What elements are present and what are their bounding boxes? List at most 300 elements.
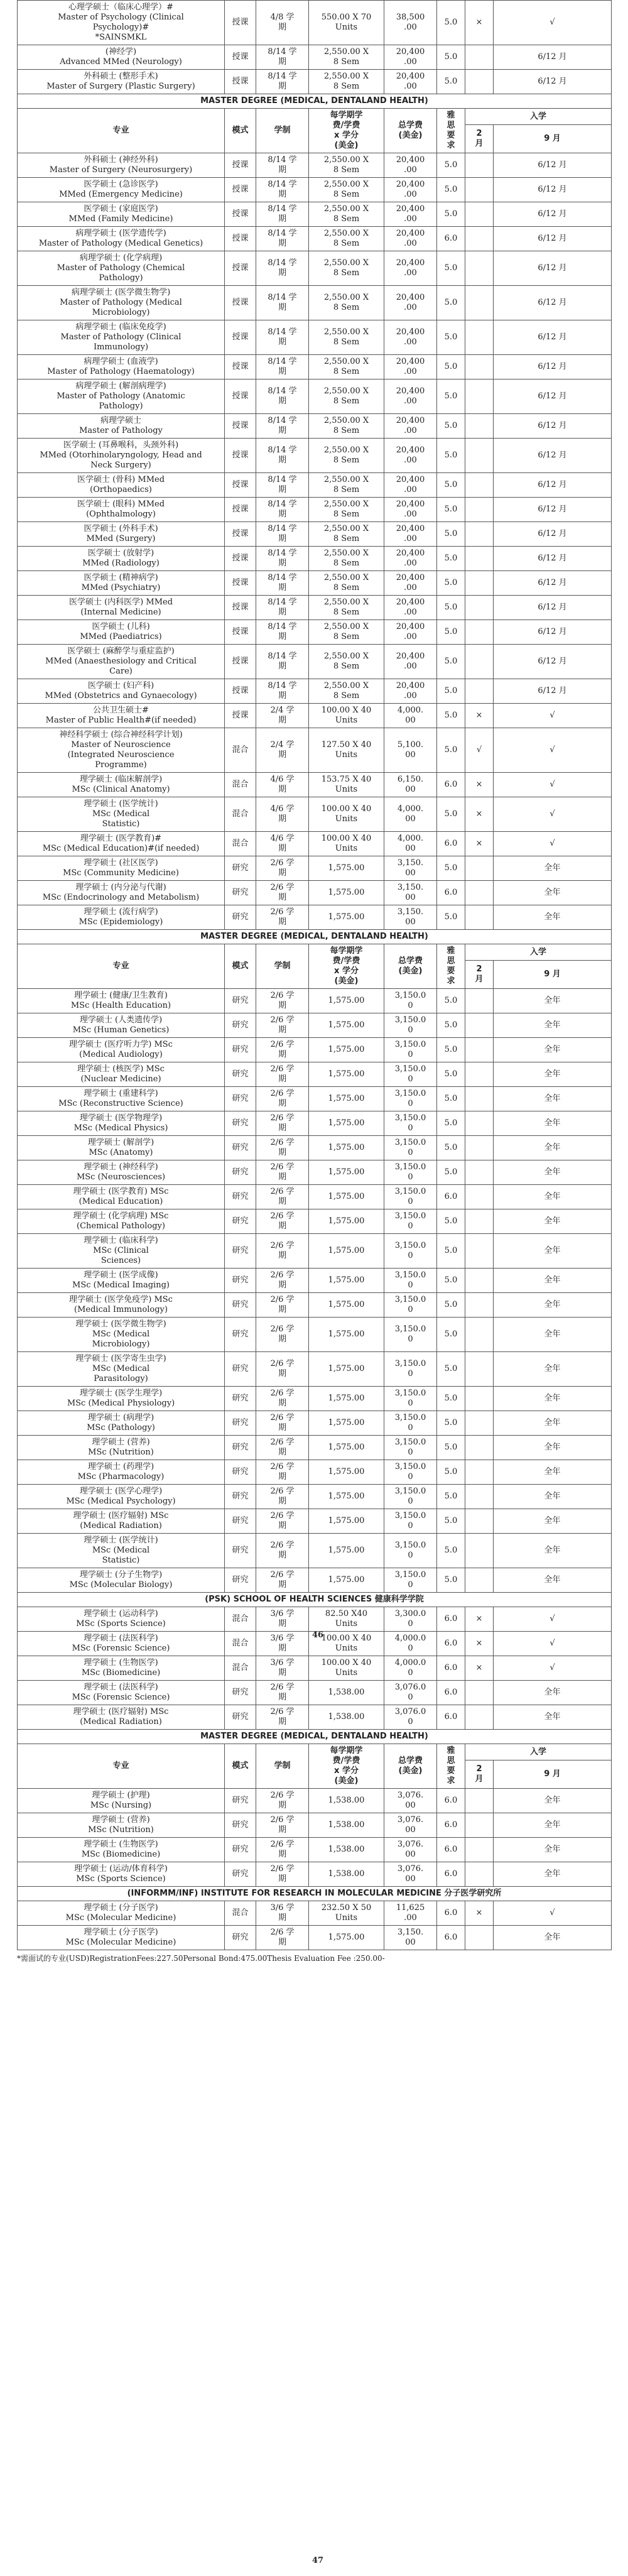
intake-sep: 全年	[494, 1534, 612, 1568]
table-row	[18, 704, 612, 728]
total-fee: 20,400 .00	[384, 414, 437, 439]
program-name: 医学硕士 (骨科) MMed (Orthopaedics)	[18, 473, 225, 498]
ielts-requirement: 5.0	[437, 728, 465, 773]
program-name: 理学硕士 (流行病学) MSc (Epidemiology)	[18, 905, 225, 930]
study-mode: 混合	[225, 728, 256, 773]
intake-feb	[465, 1862, 494, 1887]
intake-feb	[465, 645, 494, 679]
footnote: *需面试的专业(USD)RegistrationFees:227.50Personal Bond:475.00Thesis Evaluation Fee :250.00-	[17, 1954, 385, 1963]
header-ielts: 雅 思 要 求	[437, 109, 465, 153]
ielts-requirement: 5.0	[437, 645, 465, 679]
study-mode: 授课	[225, 227, 256, 251]
program-name: 外科硕士 (神经外科) Master of Surgery (Neurosurgery)	[18, 153, 225, 178]
duration: 8/14 学 期	[256, 355, 309, 379]
total-fee: 20,400 .00	[384, 547, 437, 571]
intake-feb	[465, 473, 494, 498]
study-mode: 研究	[225, 1136, 256, 1160]
program-name: 理学硕士 (分子医学) MSc (Molecular Medicine)	[18, 1901, 225, 1926]
fee-per-semester: 100.00 X 40 Units	[309, 1656, 384, 1681]
intake-sep: 6/12 月	[494, 679, 612, 704]
table-row	[18, 1111, 612, 1136]
total-fee: 3,076. 00	[384, 1789, 437, 1813]
study-mode: 混合	[225, 1901, 256, 1926]
intake-feb	[465, 1681, 494, 1705]
column-header-row	[18, 1744, 612, 1760]
ielts-requirement: 5.0	[437, 1062, 465, 1087]
duration: 2/6 学 期	[256, 1534, 309, 1568]
intake-sep: 6/12 月	[494, 498, 612, 522]
table-row	[18, 1185, 612, 1209]
duration: 2/6 学 期	[256, 1926, 309, 1950]
ielts-requirement: 5.0	[437, 414, 465, 439]
intake-feb	[465, 856, 494, 881]
duration: 8/14 学 期	[256, 286, 309, 320]
study-mode: 授课	[225, 45, 256, 70]
fee-per-semester: 100.00 X 40 Units	[309, 797, 384, 832]
study-mode: 授课	[225, 498, 256, 522]
study-mode: 授课	[225, 571, 256, 596]
fee-per-semester: 1,575.00	[309, 1509, 384, 1534]
fee-per-semester: 1,538.00	[309, 1705, 384, 1730]
intake-sep: 6/12 月	[494, 251, 612, 286]
ielts-requirement: 5.0	[437, 45, 465, 70]
total-fee: 3,150.0 0	[384, 1185, 437, 1209]
fee-per-semester: 1,575.00	[309, 1062, 384, 1087]
duration: 8/14 学 期	[256, 379, 309, 414]
duration: 2/6 学 期	[256, 1485, 309, 1509]
total-fee: 3,150.0 0	[384, 1293, 437, 1318]
intake-sep: √	[494, 773, 612, 797]
study-mode: 授课	[225, 320, 256, 355]
table-row	[18, 45, 612, 70]
ielts-requirement: 6.0	[437, 1681, 465, 1705]
fee-per-semester: 2,550.00 X 8 Sem	[309, 414, 384, 439]
program-name: 理学硕士 (营养) MSc (Nutrition)	[18, 1436, 225, 1460]
study-mode: 授课	[225, 522, 256, 547]
duration: 3/6 学 期	[256, 1607, 309, 1632]
intake-feb	[465, 355, 494, 379]
duration: 8/14 学 期	[256, 178, 309, 202]
intake-sep: 全年	[494, 1062, 612, 1087]
table-row	[18, 1789, 612, 1813]
section-title-row	[18, 1730, 612, 1744]
intake-feb	[465, 1705, 494, 1730]
intake-sep: 全年	[494, 1209, 612, 1234]
table-row	[18, 379, 612, 414]
intake-sep: √	[494, 1656, 612, 1681]
intake-feb	[465, 320, 494, 355]
fee-per-semester: 1,575.00	[309, 1234, 384, 1269]
program-name: (神经学) Advanced MMed (Neurology)	[18, 45, 225, 70]
section-title: MASTER DEGREE (MEDICAL, DENTALAND HEALTH)	[18, 94, 612, 109]
intake-sep: 全年	[494, 1293, 612, 1318]
table-row	[18, 1234, 612, 1269]
total-fee: 3,300.0 0	[384, 1607, 437, 1632]
fee-per-semester: 1,575.00	[309, 856, 384, 881]
intake-feb	[465, 414, 494, 439]
total-fee: 20,400 .00	[384, 227, 437, 251]
fee-per-semester: 1,575.00	[309, 1209, 384, 1234]
total-fee: 20,400 .00	[384, 473, 437, 498]
intake-sep: 全年	[494, 1136, 612, 1160]
program-name: 医学硕士 (妇产科) MMed (Obstetrics and Gynaecology)	[18, 679, 225, 704]
ielts-requirement: 5.0	[437, 473, 465, 498]
intake-sep: 全年	[494, 1681, 612, 1705]
total-fee: 3,150.0 0	[384, 1062, 437, 1087]
intake-sep: 全年	[494, 1160, 612, 1185]
page-number: 47	[312, 2556, 324, 2565]
ielts-requirement: 6.0	[437, 1813, 465, 1838]
total-fee: 4,000. 00	[384, 704, 437, 728]
intake-sep: 全年	[494, 1269, 612, 1293]
total-fee: 20,400 .00	[384, 320, 437, 355]
fee-per-semester: 1,575.00	[309, 1111, 384, 1136]
program-name: 理学硕士 (社区医学) MSc (Community Medicine)	[18, 856, 225, 881]
intake-feb	[465, 1436, 494, 1460]
intake-feb: ×	[465, 1656, 494, 1681]
program-name: 医学硕士 (家庭医学) MMed (Family Medicine)	[18, 202, 225, 227]
intake-feb	[465, 1568, 494, 1593]
program-name: 病理学硕士 (解剖病理学) Master of Pathology (Anatomic Pathology)	[18, 379, 225, 414]
duration: 2/6 学 期	[256, 1789, 309, 1813]
table-row	[18, 1013, 612, 1038]
header-fee-per-semester: 每学期学 费/学费 x 学分 (美金)	[309, 1744, 384, 1789]
total-fee: 3,076. 00	[384, 1813, 437, 1838]
section-title-row	[18, 94, 612, 109]
header-total-fee: 总学费 (美金)	[384, 944, 437, 989]
intake-sep: √	[494, 1607, 612, 1632]
program-name: 理学硕士 (药理学) MSc (Pharmacology)	[18, 1460, 225, 1485]
table-row	[18, 251, 612, 286]
intake-feb	[465, 1209, 494, 1234]
program-name: 医学硕士 (放射学) MMed (Radiology)	[18, 547, 225, 571]
fee-table	[17, 0, 612, 1950]
ielts-requirement: 5.0	[437, 251, 465, 286]
intake-feb: ×	[465, 832, 494, 856]
header-intake: 入学	[465, 944, 612, 961]
ielts-requirement: 5.0	[437, 679, 465, 704]
header-mode: 模式	[225, 944, 256, 989]
ielts-requirement: 5.0	[437, 620, 465, 645]
fee-per-semester: 1,575.00	[309, 1926, 384, 1950]
intake-feb	[465, 1352, 494, 1387]
program-name: 理学硕士 (医学寄生虫学) MSc (Medical Parasitology)	[18, 1352, 225, 1387]
fee-per-semester: 1,575.00	[309, 1460, 384, 1485]
intake-feb: ×	[465, 1, 494, 45]
header-program: 专业	[18, 109, 225, 153]
study-mode: 授课	[225, 379, 256, 414]
program-name: 理学硕士 (医疗听力学) MSc (Medical Audiology)	[18, 1038, 225, 1062]
header-duration: 学制	[256, 109, 309, 153]
ielts-requirement: 6.0	[437, 1656, 465, 1681]
fee-per-semester: 100.00 X 40 Units	[309, 832, 384, 856]
program-name: 病理学硕士 (临床免疫学) Master of Pathology (Clinical Immunology)	[18, 320, 225, 355]
study-mode: 研究	[225, 1062, 256, 1087]
total-fee: 3,150.0 0	[384, 1387, 437, 1411]
intake-sep: 6/12 月	[494, 379, 612, 414]
intake-sep: 6/12 月	[494, 645, 612, 679]
intake-feb	[465, 70, 494, 94]
table-row	[18, 1136, 612, 1160]
fee-per-semester: 153.75 X 40 Units	[309, 773, 384, 797]
duration: 8/14 学 期	[256, 596, 309, 620]
intake-feb: ×	[465, 773, 494, 797]
header-intake-sep: 9 月	[494, 125, 612, 153]
ielts-requirement: 5.0	[437, 1568, 465, 1593]
study-mode: 研究	[225, 905, 256, 930]
intake-sep: 全年	[494, 1485, 612, 1509]
duration: 2/6 学 期	[256, 1136, 309, 1160]
table-row	[18, 70, 612, 94]
column-header-row	[18, 109, 612, 125]
program-name: 心理学硕士（临床心理学）# Master of Psychology (Clinical Psychology)# *SAINSMKL	[18, 1, 225, 45]
duration: 8/14 学 期	[256, 498, 309, 522]
ielts-requirement: 6.0	[437, 1838, 465, 1862]
study-mode: 研究	[225, 1460, 256, 1485]
table-row	[18, 1568, 612, 1593]
intake-feb	[465, 1534, 494, 1568]
study-mode: 研究	[225, 989, 256, 1013]
study-mode: 研究	[225, 1436, 256, 1460]
program-name: 理学硕士 (分子医学) MSc (Molecular Medicine)	[18, 1926, 225, 1950]
ielts-requirement: 5.0	[437, 202, 465, 227]
ielts-requirement: 5.0	[437, 1318, 465, 1352]
intake-sep: 全年	[494, 1838, 612, 1862]
fee-per-semester: 1,575.00	[309, 1534, 384, 1568]
intake-sep: 全年	[494, 1038, 612, 1062]
duration: 2/4 学 期	[256, 728, 309, 773]
ielts-requirement: 5.0	[437, 70, 465, 94]
header-intake-sep: 9 月	[494, 961, 612, 989]
total-fee: 3,150. 00	[384, 905, 437, 930]
ielts-requirement: 5.0	[437, 1111, 465, 1136]
program-name: 理学硕士 (医学微生物学) MSc (Medical Microbiology)	[18, 1318, 225, 1352]
section-title: MASTER DEGREE (MEDICAL, DENTALAND HEALTH)	[18, 930, 612, 944]
total-fee: 4,000.0 0	[384, 1656, 437, 1681]
fee-per-semester: 1,575.00	[309, 1160, 384, 1185]
program-name: 病理学硕士 Master of Pathology	[18, 414, 225, 439]
fee-per-semester: 2,550.00 X 8 Sem	[309, 522, 384, 547]
study-mode: 研究	[225, 1038, 256, 1062]
total-fee: 6,150. 00	[384, 773, 437, 797]
header-program: 专业	[18, 944, 225, 989]
duration: 8/14 学 期	[256, 70, 309, 94]
table-row	[18, 1, 612, 45]
duration: 2/6 学 期	[256, 1062, 309, 1087]
intake-feb	[465, 596, 494, 620]
total-fee: 20,400 .00	[384, 645, 437, 679]
ielts-requirement: 6.0	[437, 1185, 465, 1209]
program-name: 医学硕士 (急诊医学) MMed (Emergency Medicine)	[18, 178, 225, 202]
table-row	[18, 856, 612, 881]
duration: 8/14 学 期	[256, 227, 309, 251]
table-row	[18, 1038, 612, 1062]
program-name: 理学硕士 (化学病理) MSc (Chemical Pathology)	[18, 1209, 225, 1234]
intake-sep: 6/12 月	[494, 522, 612, 547]
table-row	[18, 1387, 612, 1411]
total-fee: 3,150.0 0	[384, 1269, 437, 1293]
total-fee: 20,400 .00	[384, 679, 437, 704]
intake-sep: 全年	[494, 1568, 612, 1593]
program-name: 理学硕士 (核医学) MSc (Nuclear Medicine)	[18, 1062, 225, 1087]
duration: 8/14 学 期	[256, 571, 309, 596]
intake-feb	[465, 178, 494, 202]
ielts-requirement: 5.0	[437, 1013, 465, 1038]
ielts-requirement: 5.0	[437, 1269, 465, 1293]
duration: 2/6 学 期	[256, 1460, 309, 1485]
intake-sep: 全年	[494, 1185, 612, 1209]
table-row	[18, 881, 612, 905]
intake-sep: 6/12 月	[494, 620, 612, 645]
study-mode: 授课	[225, 596, 256, 620]
study-mode: 研究	[225, 1485, 256, 1509]
study-mode: 研究	[225, 1838, 256, 1862]
study-mode: 研究	[225, 1387, 256, 1411]
intake-feb: ×	[465, 1632, 494, 1656]
table-row	[18, 797, 612, 832]
program-name: 理学硕士 (生物医学) MSc (Biomedicine)	[18, 1656, 225, 1681]
program-name: 理学硕士 (运动科学) MSc (Sports Science)	[18, 1607, 225, 1632]
ielts-requirement: 6.0	[437, 1789, 465, 1813]
table-row	[18, 1705, 612, 1730]
program-name: 医学硕士 (精神病学) MMed (Psychiatry)	[18, 571, 225, 596]
total-fee: 3,150.0 0	[384, 1013, 437, 1038]
ielts-requirement: 6.0	[437, 773, 465, 797]
study-mode: 研究	[225, 1352, 256, 1387]
duration: 8/14 学 期	[256, 473, 309, 498]
study-mode: 研究	[225, 1705, 256, 1730]
total-fee: 38,500 .00	[384, 1, 437, 45]
fee-per-semester: 2,550.00 X 8 Sem	[309, 45, 384, 70]
duration: 8/14 学 期	[256, 439, 309, 473]
duration: 4/8 学 期	[256, 1, 309, 45]
total-fee: 20,400 .00	[384, 286, 437, 320]
total-fee: 3,150.0 0	[384, 1352, 437, 1387]
header-intake-feb: 2 月	[465, 1760, 494, 1789]
intake-feb	[465, 227, 494, 251]
study-mode: 授课	[225, 439, 256, 473]
intake-sep: 全年	[494, 1318, 612, 1352]
fee-per-semester: 2,550.00 X 8 Sem	[309, 439, 384, 473]
intake-sep: 全年	[494, 1705, 612, 1730]
intake-sep: √	[494, 1632, 612, 1656]
study-mode: 研究	[225, 1293, 256, 1318]
fee-per-semester: 1,575.00	[309, 1318, 384, 1352]
total-fee: 20,400 .00	[384, 45, 437, 70]
ielts-requirement: 5.0	[437, 1, 465, 45]
study-mode: 混合	[225, 1607, 256, 1632]
program-name: 理学硕士 (医学统计) MSc (Medical Statistic)	[18, 1534, 225, 1568]
duration: 8/14 学 期	[256, 251, 309, 286]
fee-per-semester: 232.50 X 50 Units	[309, 1901, 384, 1926]
total-fee: 20,400 .00	[384, 355, 437, 379]
fee-per-semester: 2,550.00 X 8 Sem	[309, 547, 384, 571]
fee-per-semester: 1,575.00	[309, 1485, 384, 1509]
total-fee: 3,150.0 0	[384, 1136, 437, 1160]
ielts-requirement: 5.0	[437, 153, 465, 178]
header-ielts: 雅 思 要 求	[437, 944, 465, 989]
ielts-requirement: 5.0	[437, 1436, 465, 1460]
program-name: 外科硕士 (整形手术) Master of Surgery (Plastic Surgery)	[18, 70, 225, 94]
duration: 2/6 学 期	[256, 1352, 309, 1387]
intake-sep: √	[494, 1, 612, 45]
study-mode: 混合	[225, 1656, 256, 1681]
intake-feb	[465, 379, 494, 414]
intake-sep: √	[494, 728, 612, 773]
intake-feb	[465, 522, 494, 547]
intake-sep: 6/12 月	[494, 596, 612, 620]
ielts-requirement: 6.0	[437, 1705, 465, 1730]
fee-per-semester: 2,550.00 X 8 Sem	[309, 320, 384, 355]
program-name: 医学硕士 (麻醉学与重症监护) MMed (Anaesthesiology and Critical Care)	[18, 645, 225, 679]
duration: 8/14 学 期	[256, 414, 309, 439]
intake-feb: ×	[465, 704, 494, 728]
intake-sep: 全年	[494, 1234, 612, 1269]
ielts-requirement: 6.0	[437, 832, 465, 856]
duration: 4/6 学 期	[256, 797, 309, 832]
study-mode: 研究	[225, 1813, 256, 1838]
study-mode: 授课	[225, 153, 256, 178]
intake-sep: √	[494, 1901, 612, 1926]
intake-sep: 全年	[494, 1789, 612, 1813]
table-row	[18, 596, 612, 620]
intake-sep: 全年	[494, 989, 612, 1013]
total-fee: 3,150.0 0	[384, 1209, 437, 1234]
study-mode: 研究	[225, 1862, 256, 1887]
program-name: 理学硕士 (医学物理学) MSc (Medical Physics)	[18, 1111, 225, 1136]
study-mode: 授课	[225, 251, 256, 286]
table-row	[18, 1862, 612, 1887]
study-mode: 授课	[225, 202, 256, 227]
fee-per-semester: 1,575.00	[309, 881, 384, 905]
study-mode: 授课	[225, 679, 256, 704]
intake-sep: 全年	[494, 1509, 612, 1534]
program-name: 理学硕士 (运动/体育科学) MSc (Sports Science)	[18, 1862, 225, 1887]
intake-feb	[465, 202, 494, 227]
fee-per-semester: 2,550.00 X 8 Sem	[309, 153, 384, 178]
duration: 2/6 学 期	[256, 1705, 309, 1730]
intake-sep: 6/12 月	[494, 202, 612, 227]
table-row	[18, 178, 612, 202]
ielts-requirement: 5.0	[437, 1460, 465, 1485]
program-name: 理学硕士 (重建科学) MSc (Reconstructive Science)	[18, 1087, 225, 1111]
intake-feb	[465, 1509, 494, 1534]
total-fee: 3,076. 00	[384, 1838, 437, 1862]
intake-sep: 全年	[494, 1013, 612, 1038]
fee-per-semester: 2,550.00 X 8 Sem	[309, 679, 384, 704]
intake-feb	[465, 1062, 494, 1087]
fee-per-semester: 2,550.00 X 8 Sem	[309, 571, 384, 596]
fee-per-semester: 127.50 X 40 Units	[309, 728, 384, 773]
program-name: 理学硕士 (医学心理学) MSc (Medical Psychology)	[18, 1485, 225, 1509]
study-mode: 授课	[225, 414, 256, 439]
program-name: 病理学硕士 (化学病理) Master of Pathology (Chemical Pathology)	[18, 251, 225, 286]
header-intake: 入学	[465, 1744, 612, 1760]
study-mode: 研究	[225, 1568, 256, 1593]
intake-feb	[465, 45, 494, 70]
table-row	[18, 728, 612, 773]
total-fee: 20,400 .00	[384, 251, 437, 286]
section-title-row	[18, 930, 612, 944]
study-mode: 授课	[225, 704, 256, 728]
total-fee: 20,400 .00	[384, 153, 437, 178]
duration: 2/6 学 期	[256, 1185, 309, 1209]
ielts-requirement: 5.0	[437, 797, 465, 832]
table-row	[18, 320, 612, 355]
intake-feb	[465, 571, 494, 596]
study-mode: 研究	[225, 1087, 256, 1111]
intake-sep: 全年	[494, 856, 612, 881]
